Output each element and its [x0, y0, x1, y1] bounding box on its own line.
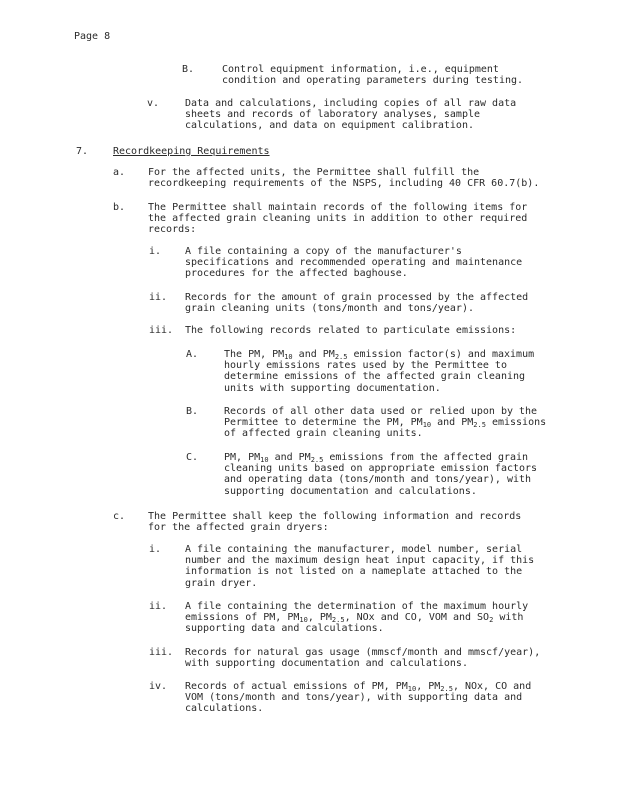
- text-line: A file containing the manufacturer, model number, serial: [185, 544, 523, 555]
- text-line: sheets and records of laboratory analyses, sample: [185, 109, 481, 121]
- item-text: [185, 246, 545, 280]
- item-text: [185, 681, 545, 715]
- subscript: 10: [422, 421, 432, 430]
- text-run: emissions from the affected grain: [323, 452, 529, 463]
- item-text: [185, 647, 545, 669]
- item-marker: c.: [113, 511, 126, 522]
- page-number: Page 8: [74, 31, 111, 42]
- text-line: information is not listed on a nameplate attached to the: [185, 566, 523, 578]
- item-marker: iii.: [149, 325, 174, 336]
- item-text: [185, 292, 545, 314]
- item-marker: B.: [186, 406, 199, 417]
- subscript: 2: [489, 616, 494, 625]
- item-marker: ii.: [149, 601, 168, 612]
- item-marker: A.: [186, 349, 199, 360]
- subscript: 2.5: [440, 685, 453, 693]
- item-text: [224, 349, 584, 394]
- text-line: The Permittee shall maintain records of the following items for: [148, 202, 528, 213]
- subscript: 10: [407, 685, 417, 693]
- subscript: 2.5: [334, 353, 348, 361]
- text-line: VOM (tons/month and tons/year), with supporting data and: [185, 692, 523, 704]
- text-line: [224, 349, 584, 360]
- item-text: [148, 202, 548, 236]
- text-run: Records of actual emissions of PM, PM: [185, 681, 408, 692]
- text-line: [224, 452, 584, 463]
- item-text: [224, 452, 584, 497]
- text-line: specifications and recommended operating and maintenance: [185, 257, 523, 269]
- item-text: [185, 601, 545, 635]
- text-line: for the affected grain dryers:: [148, 522, 329, 534]
- item-marker: ii.: [149, 292, 168, 303]
- text-line: The Permittee shall keep the following information and records: [148, 511, 522, 522]
- item-marker: iv.: [149, 681, 168, 692]
- text-line: with supporting documentation and calculations.: [185, 658, 468, 670]
- item-text: [148, 167, 548, 189]
- text-line: supporting data and calculations.: [185, 623, 384, 635]
- text-line: For the affected units, the Permittee shall fulfill the: [148, 167, 480, 178]
- subscript: 2.5: [473, 421, 486, 430]
- text-line: supporting documentation and calculations.: [224, 485, 477, 497]
- text-line: records:: [148, 224, 197, 236]
- text-run: and PM: [268, 452, 311, 463]
- text-run: The PM, PM: [224, 349, 285, 360]
- text-line: [185, 681, 545, 692]
- text-line: cleaning units based on appropriate emission factors: [224, 463, 538, 475]
- text-line: units with supporting documentation.: [224, 382, 441, 394]
- item-marker: v.: [147, 98, 160, 109]
- subscript: 2.5: [310, 456, 324, 464]
- item-marker: i.: [149, 544, 162, 555]
- text-run: with: [493, 612, 524, 624]
- text-run: , PM: [416, 681, 441, 692]
- text-line: Records for the amount of grain processed by the affected: [185, 292, 529, 303]
- item-marker: i.: [149, 246, 162, 257]
- text-run: , PM: [307, 612, 332, 624]
- text-line: grain cleaning units (tons/month and tons/year).: [185, 303, 474, 315]
- text-line: procedures for the affected baghouse.: [185, 268, 408, 280]
- text-line: Records of all other data used or relied upon by the: [224, 406, 538, 417]
- text-line: calculations, and data on equipment calibration.: [185, 120, 474, 132]
- item-text: [185, 98, 545, 132]
- text-run: PM, PM: [224, 452, 261, 463]
- text-line: [185, 612, 545, 623]
- text-line: determine emissions of the affected grain cleaning: [224, 371, 526, 383]
- section-title: Recordkeeping Requirements: [113, 146, 270, 157]
- text-run: , NOx, CO and: [452, 681, 532, 692]
- text-run: Permittee to determine the PM, PM: [224, 417, 423, 429]
- item-marker: b.: [113, 202, 126, 213]
- text-line: the affected grain cleaning units in addition to other required: [148, 213, 528, 225]
- item-text: [185, 544, 545, 589]
- item-text: [148, 511, 548, 533]
- item-text: [222, 64, 582, 86]
- text-line: Control equipment information, i.e., equipment: [222, 64, 499, 75]
- text-line: recordkeeping requirements of the NSPS, including 40 CFR 60.7(b).: [148, 178, 540, 190]
- text-line: A file containing a copy of the manufacturer's: [185, 246, 462, 257]
- section-number: 7.: [76, 146, 89, 157]
- text-line: and operating data (tons/month and tons/year), with: [224, 474, 532, 486]
- text-line: grain dryer.: [185, 577, 258, 589]
- text-line: Data and calculations, including copies of all raw data: [185, 98, 517, 109]
- text-line: [224, 417, 584, 428]
- subscript: 10: [284, 353, 293, 361]
- text-line: condition and operating parameters during testing.: [222, 75, 524, 87]
- subscript: 10: [260, 456, 269, 464]
- text-run: and PM: [292, 349, 335, 360]
- subscript: 10: [299, 616, 308, 625]
- text-run: , NOx and CO, VOM and SO: [344, 612, 490, 624]
- text-line: Records for natural gas usage (mmscf/month and mmscf/year),: [185, 647, 541, 658]
- item-text: [224, 406, 584, 440]
- text-line: The following records related to particulate emissions:: [185, 325, 517, 336]
- text-line: number and the maximum design heat input capacity, if this: [185, 555, 535, 567]
- text-run: emissions: [485, 417, 547, 429]
- item-marker: C.: [186, 452, 199, 463]
- text-line: calculations.: [185, 703, 264, 715]
- subscript: 2.5: [331, 616, 345, 625]
- item-marker: a.: [113, 167, 126, 178]
- text-run: and PM: [431, 417, 474, 429]
- text-line: hourly emissions rates used by the Permittee to: [224, 360, 507, 372]
- item-marker: B.: [182, 64, 195, 75]
- text-line: A file containing the determination of the maximum hourly: [185, 601, 529, 612]
- item-marker: iii.: [149, 647, 174, 658]
- text-line: of affected grain cleaning units.: [224, 428, 423, 440]
- text-run: emission factor(s) and maximum: [347, 349, 535, 360]
- text-run: emissions of PM, PM: [185, 612, 300, 624]
- item-text: [185, 325, 545, 336]
